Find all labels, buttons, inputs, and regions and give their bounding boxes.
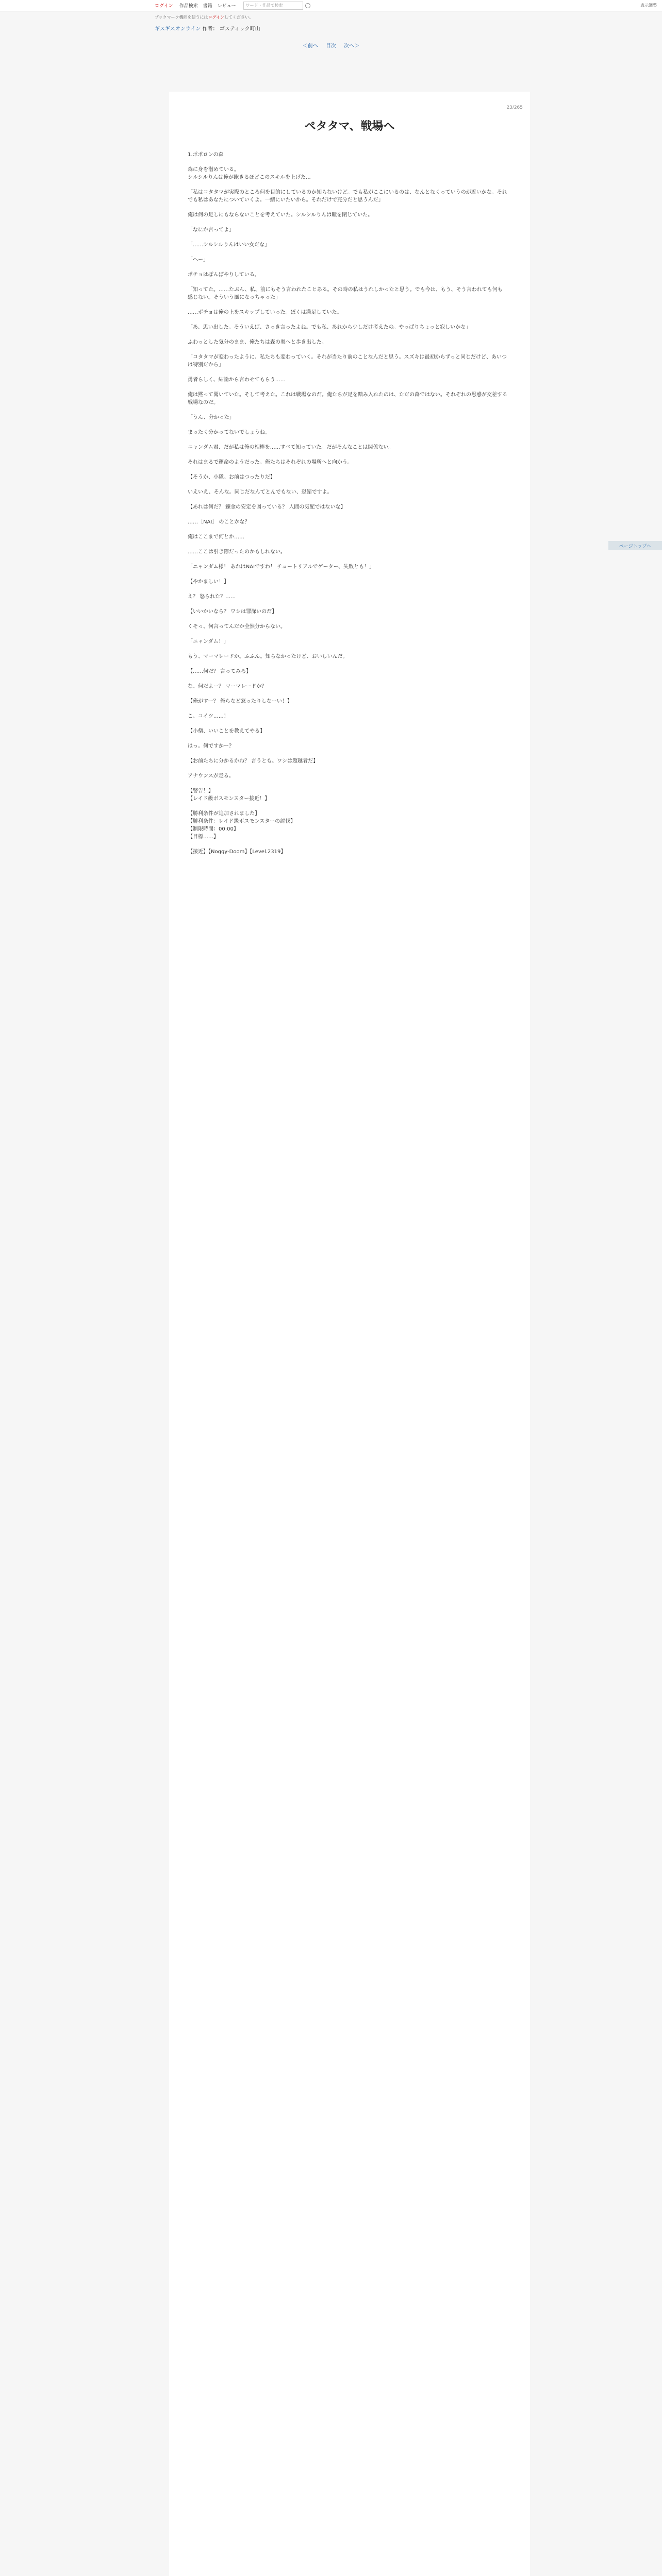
paragraph: 【小僧、いいことを教えてやる】 bbox=[188, 728, 265, 734]
paragraph: 【俺がすー？ 俺らなど怒ったりしなーい！】 bbox=[188, 699, 292, 704]
paragraph: 「へー」 bbox=[188, 257, 208, 263]
paragraph: 勇者らしく、結論から言わせてもらう…… bbox=[188, 377, 286, 383]
paragraph: 【お前たちに分かるかね？ 言うとも。ワシは超越者だ】 bbox=[188, 758, 319, 764]
bookmark-notice-suffix: してください。 bbox=[224, 15, 254, 20]
author-name: ゴスティック町山 bbox=[219, 26, 260, 32]
paragraph: 【いいかいなら？ ワシは罪深いのだ】 bbox=[188, 609, 277, 615]
paragraph: 俺はここまで何とか…… bbox=[188, 534, 244, 540]
prev-chapter-link[interactable]: ＜前へ bbox=[302, 43, 318, 49]
nav-reviews[interactable]: レビュー bbox=[217, 4, 236, 9]
paragraph: 1.ポポロンの森 bbox=[188, 152, 224, 158]
author-label: 作者： bbox=[202, 26, 218, 32]
paragraph: まったく分かってないでしょうね。 bbox=[188, 430, 270, 435]
paragraph: ……ここは引き際だったのかもしれない。 bbox=[188, 549, 286, 555]
paragraph: 「うん、分かった」 bbox=[188, 415, 235, 420]
paragraph: 「知ってた。……たぶん、私、前にもそう言われたことある。その時の私はうれしかったと思う。でも今は、もう、そう言われても何も感じない。そういう風になっちゃった」 bbox=[188, 287, 503, 300]
series-title-link[interactable]: ギスギスオンライン bbox=[155, 26, 201, 32]
paragraph: ……ポチョは俺の上をスキップしていった。ぼくは満足していた。 bbox=[188, 310, 342, 315]
chapter-content bbox=[169, 92, 530, 2576]
paragraph: 森に身を潜めている。 シルシルりんは俺が飽きるほどこのスキルを上げた... bbox=[188, 167, 311, 180]
paragraph: 【警告！】 【レイド級ボスモンスター接近！】 bbox=[188, 788, 270, 802]
series-info bbox=[155, 24, 662, 32]
chapter-body bbox=[188, 151, 507, 856]
paragraph: 「ニャンダム様！ あれはNAIですわ！ チュートリアルでゲーター、失敗とも！」 bbox=[188, 564, 375, 570]
paragraph: ……［NAI］ のことかな？ bbox=[188, 519, 250, 525]
paragraph: ポチョはぽんぽやりしている。 bbox=[188, 272, 260, 278]
paragraph: 「……シルシルりんはいい女だな」 bbox=[188, 242, 270, 248]
paragraph: 「コタタマが変わったように、私たちも変わっていく。それが当たり前のことなんだと思う。スズキは最初からずっと同じだけど、あいつは特別だから」 bbox=[188, 354, 507, 368]
paragraph: ニャンダム君、だが私は俺の相棒を……すべて知っていた。だがそんなことは関係ない。 bbox=[188, 445, 394, 450]
page-number: 23/265 bbox=[506, 105, 523, 110]
top-navigation-bar bbox=[0, 0, 662, 11]
nav-books[interactable]: 書籍 bbox=[203, 4, 212, 9]
search-input[interactable]: ワード・作品で検索 bbox=[243, 2, 303, 10]
paragraph: 「私はコタタマが実際のところ何を目的にしているのか知らないけど。でも私がここにいるのは、なんとなくっていうのが近いかな。それでも私はあなたについていくよ。一緒にいたいから。それだけで充分だと思うんだ」 bbox=[188, 190, 507, 203]
paragraph: はっ。何ですかー？ bbox=[188, 743, 234, 749]
paragraph: 【勝利条件が追加されました】 【勝利条件：レイド級ボスモンスターの討伐】 【制限時間：00:00】 【目標……】 bbox=[188, 811, 296, 840]
paragraph: 俺は何の足しにもならないことを考えていた。シルシルりんは瞳を閉じていた。 bbox=[188, 212, 373, 218]
chapter-pager bbox=[0, 41, 662, 49]
bookmark-notice bbox=[155, 14, 662, 20]
paragraph: 【あれは何だ？ 錬金の安定を図っている？ 人間の気配ではないな】 bbox=[188, 504, 346, 510]
paragraph: え？ 怒られた？…… bbox=[188, 594, 236, 600]
paragraph: ふわっとした気分のまま、俺たちは森の奥へと歩き出した。 bbox=[188, 340, 327, 345]
paragraph: 俺は黙って聞いていた。そして考えた。これは戦場なのだ。俺たちが足を踏み入れたのは、ただの森ではない。それぞれの思惑が交差する戦場なのだ。 bbox=[188, 392, 507, 405]
page-top-button[interactable]: ページトップへ bbox=[608, 541, 662, 550]
next-chapter-link[interactable]: 次へ＞ bbox=[344, 43, 360, 49]
search-icon[interactable] bbox=[305, 3, 310, 8]
paragraph: 「なにか言ってよ」 bbox=[188, 227, 234, 233]
paragraph: くそっ、何言ってんだか全然分からない。 bbox=[188, 624, 286, 630]
paragraph: いえいえ、そんな。同じだなんてとんでもない、恐縮ですよ。 bbox=[188, 489, 333, 495]
table-of-contents-link[interactable]: 目次 bbox=[326, 43, 336, 49]
display-settings-button[interactable]: 表示調整 bbox=[640, 3, 657, 8]
paragraph: 【そうか、小隊。お前はつったりだ】 bbox=[188, 474, 275, 480]
paragraph: もう、マーマレードか。ふふん。知らなかったけど、おいしいんだ。 bbox=[188, 654, 348, 659]
paragraph: 「あ、思い出した。そういえば、さっき言ったよね。でも私、あれから少しだけ考えたの。やっぱりちょっと寂しいかな」 bbox=[188, 325, 471, 330]
bookmark-notice-prefix: ブックマーク機能を使うには bbox=[155, 15, 208, 20]
chapter-title: ペタタマ、戦場へ bbox=[304, 120, 395, 133]
paragraph: 「ニャンダム！」 bbox=[188, 639, 229, 645]
paragraph: それはまるで運命のようだった。俺たちはそれぞれの場所へと向かう。 bbox=[188, 460, 353, 465]
paragraph: アナウンスが走る。 bbox=[188, 773, 234, 779]
nav-search-works[interactable]: 作品検索 bbox=[179, 4, 198, 9]
paragraph: な、何だよー？ マーマレードか？ bbox=[188, 684, 267, 689]
paragraph: 【……何だ？ 言ってみろ】 bbox=[188, 669, 252, 674]
login-link[interactable]: ログイン bbox=[155, 4, 173, 9]
bookmark-login-link[interactable]: ログイン bbox=[208, 15, 225, 20]
paragraph: 【やかましい！】 bbox=[188, 579, 229, 585]
paragraph: 【接近】【Noggy-Doom】【Level.2319】 bbox=[188, 849, 286, 855]
paragraph: こ、コイツ……！ bbox=[188, 714, 229, 719]
